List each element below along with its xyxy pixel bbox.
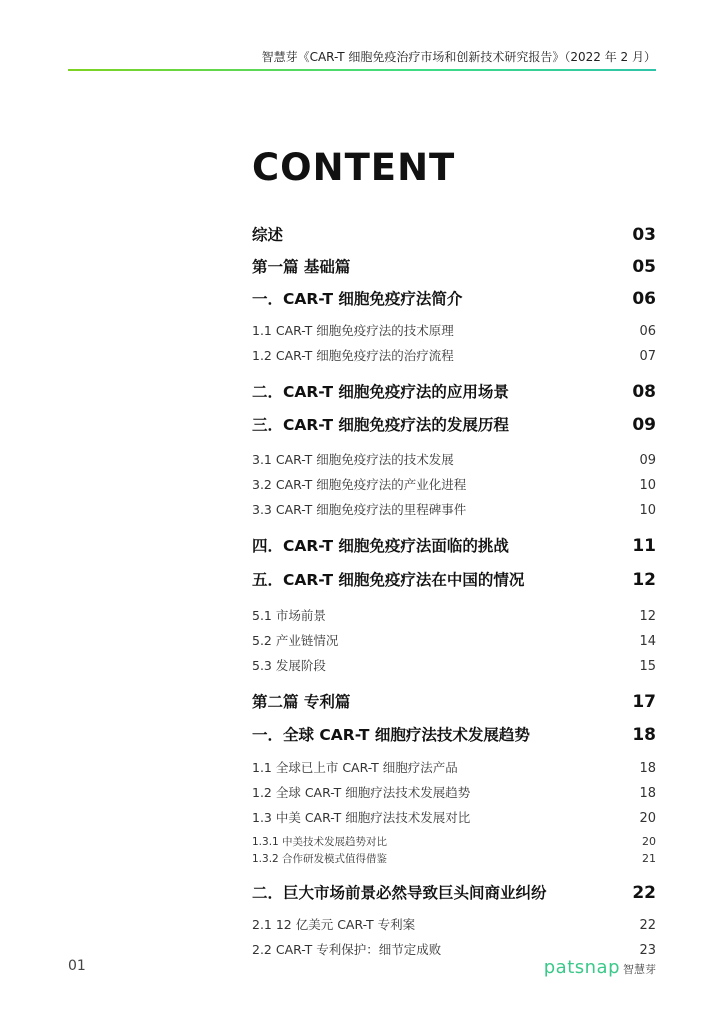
toc-entry[interactable] — [252, 940, 656, 958]
toc-entry[interactable] — [252, 223, 656, 245]
toc-entry-title: 5.3 发展阶段 — [252, 658, 326, 673]
toc-entry-page: 11 — [632, 536, 656, 556]
toc-entry-title: 1.2 全球 CAR-T 细胞疗法技术发展趋势 — [252, 785, 471, 800]
toc-entry[interactable] — [252, 475, 656, 493]
toc-entry-title: 3.1 CAR-T 细胞免疫疗法的技术发展 — [252, 452, 454, 467]
toc-entry[interactable] — [252, 413, 656, 435]
toc-entry-title: 5.1 市场前景 — [252, 608, 326, 623]
toc-entry[interactable] — [252, 450, 656, 468]
toc-entry-page: 20 — [639, 811, 656, 826]
toc-entry-title: 1.1 全球已上市 CAR-T 细胞疗法产品 — [252, 760, 458, 775]
toc-entry-title: 5.2 产业链情况 — [252, 633, 339, 648]
content-heading: CONTENT — [252, 146, 456, 189]
toc-entry[interactable] — [252, 534, 656, 556]
toc-entry[interactable] — [252, 500, 656, 518]
patsnap-logo-text: patsnap — [543, 957, 620, 978]
toc-entry-title: 1.2 CAR-T 细胞免疫疗法的治疗流程 — [252, 348, 454, 363]
toc-entry-page: 10 — [639, 503, 656, 518]
toc-entry-title: 四．CAR-T 细胞免疫疗法面临的挑战 — [252, 537, 509, 555]
toc-entry[interactable] — [252, 568, 656, 590]
toc-entry-title: 1.3 中美 CAR-T 细胞疗法技术发展对比 — [252, 810, 471, 825]
toc-entry-title: 2.2 CAR-T 专利保护：细节定成败 — [252, 942, 442, 957]
toc-entry[interactable] — [252, 851, 656, 866]
toc-entry[interactable] — [252, 758, 656, 776]
toc-entry-title: 三．CAR-T 细胞免疫疗法的发展历程 — [252, 416, 509, 434]
toc-entry-page: 09 — [639, 453, 656, 468]
brand-chinese-name: 智慧芽 — [623, 963, 656, 976]
toc-entry-page: 03 — [632, 225, 656, 245]
toc-entry-title: 二．巨大市场前景必然导致巨头间商业纠纷 — [252, 884, 547, 902]
toc-entry[interactable] — [252, 723, 656, 745]
toc-entry-title: 3.3 CAR-T 细胞免疫疗法的里程碑事件 — [252, 502, 467, 517]
toc-entry[interactable] — [252, 783, 656, 801]
toc-entry[interactable] — [252, 631, 656, 649]
brand-logo — [544, 957, 656, 978]
toc-entry-title: 1.3.1 中美技术发展趋势对比 — [252, 836, 388, 848]
toc-entry[interactable] — [252, 606, 656, 624]
toc-entry-page: 18 — [639, 786, 656, 801]
toc-entry-page: 22 — [632, 883, 656, 903]
toc-entry-title: 二．CAR-T 细胞免疫疗法的应用场景 — [252, 383, 509, 401]
toc-entry-page: 14 — [639, 634, 656, 649]
page-number: 01 — [68, 958, 86, 974]
toc-entry[interactable] — [252, 287, 656, 309]
toc-entry[interactable] — [252, 881, 656, 903]
toc-entry-title: 1.3.2 合作研发模式值得借鉴 — [252, 853, 388, 865]
toc-entry-title: 第一篇 基础篇 — [252, 258, 351, 276]
header-title: 智慧芽《CAR-T 细胞免疫治疗市场和创新技术研究报告》（2022 年 2 月） — [261, 50, 656, 64]
toc-entry-page: 05 — [632, 257, 656, 277]
toc-entry[interactable] — [252, 346, 656, 364]
toc-entry[interactable] — [252, 834, 656, 849]
toc-entry-page: 15 — [639, 659, 656, 674]
toc-entry-page: 20 — [642, 835, 656, 848]
toc-entry-page: 12 — [639, 609, 656, 624]
toc-entry[interactable] — [252, 255, 656, 277]
toc-entry-title: 第二篇 专利篇 — [252, 693, 351, 711]
toc-entry-title: 五．CAR-T 细胞免疫疗法在中国的情况 — [252, 571, 525, 589]
toc-entry-title: 一．全球 CAR-T 细胞疗法技术发展趋势 — [252, 726, 530, 744]
toc-entry-page: 09 — [632, 415, 656, 435]
toc-entry-page: 06 — [639, 324, 656, 339]
toc-entry-title: 一．CAR-T 细胞免疫疗法简介 — [252, 290, 463, 308]
toc-entry[interactable] — [252, 915, 656, 933]
toc-entry-page: 17 — [632, 692, 656, 712]
toc-entry-page: 23 — [639, 943, 656, 958]
toc-entry-page: 08 — [632, 382, 656, 402]
toc-entry[interactable] — [252, 808, 656, 826]
toc-entry-page: 21 — [642, 852, 656, 865]
toc-entry[interactable] — [252, 321, 656, 339]
toc-entry-title: 综述 — [252, 226, 284, 244]
toc-entry-page: 06 — [632, 289, 656, 309]
toc-entry-title: 1.1 CAR-T 细胞免疫疗法的技术原理 — [252, 323, 454, 338]
toc-entry-page: 12 — [632, 570, 656, 590]
table-of-contents — [252, 0, 656, 1024]
toc-entry-title: 3.2 CAR-T 细胞免疫疗法的产业化进程 — [252, 477, 467, 492]
toc-entry-page: 18 — [632, 725, 656, 745]
toc-entry-page: 18 — [639, 761, 656, 776]
toc-entry-page: 07 — [639, 349, 656, 364]
toc-entry[interactable] — [252, 380, 656, 402]
toc-entry[interactable] — [252, 656, 656, 674]
toc-entry-page: 22 — [639, 918, 656, 933]
toc-entry-page: 10 — [639, 478, 656, 493]
toc-entry-title: 2.1 12 亿美元 CAR-T 专利案 — [252, 917, 416, 932]
toc-entry[interactable] — [252, 690, 656, 712]
